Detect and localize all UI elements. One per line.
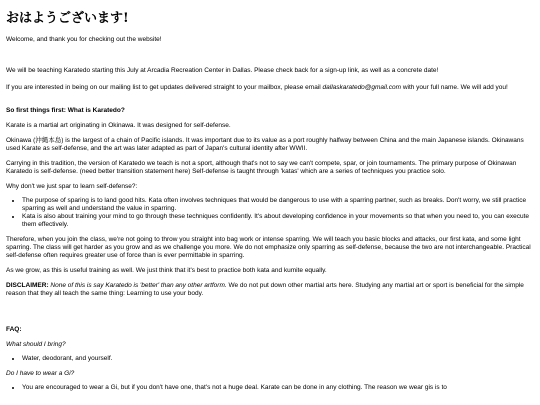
faq-answer-list <box>6 384 534 392</box>
sparring-reasons-list <box>6 197 534 229</box>
disclaimer <box>6 282 534 298</box>
paragraph-okinawa: Okinawa (沖縄本島) is the largest of a chain of Pacific islands. It was important due to its value as a port roughly halfway between China and the main Japanese islands. Okinawans used Karate as self-defense, and the art was later adapted as part of Japan's cultural identity after WWII. <box>6 137 524 152</box>
list-item: • Water, deodorant, and yourself. <box>22 355 534 363</box>
faq-answer-list <box>6 355 534 363</box>
mailing-text-before: If you are interested in being on our mailing list to get updates delivered straight to your mailbox, please email <box>6 84 323 91</box>
faq-question: What should I bring? <box>6 341 66 348</box>
paragraph-tradition: Carrying in this tradition, the version of Karatedo we teach is not a sport, although that's not to say we can't compete, spar, or join tournaments. The primary purpose of Okinawan Karatedo is self-defense. (need better transition statement here) Self-defense is taught through 'katas' which are a series of techniques you practice solo. <box>6 160 517 175</box>
email-link[interactable]: dallaskaratedo@gmail.com <box>322 84 402 91</box>
mailing-list-text <box>6 84 534 92</box>
paragraph-useful-training: As we grow, as this is useful training as well. We just think that it's best to practice both kata and kumite equally. <box>6 267 327 274</box>
mailing-text-after: with your full name. We will add you! <box>401 84 508 91</box>
list-item: • You are encouraged to wear a Gi, but if you don't have one, that's not a huge deal. Karate can be done in any clothing. The reason we wear gis is to <box>22 384 534 392</box>
teaching-announcement: We will be teaching Karatedo starting this July at Arcadia Recreation Center in Dallas. Please check back for a sign-up link, as well as a concrete date! <box>6 67 439 74</box>
list-item: • Kata is also about training your mind to go through these techniques confidently. It's about developing confidence in your movements so that when you need to, you can execute them effectively. <box>22 213 534 229</box>
welcome-text: Welcome, and thank you for checking out the website! <box>6 36 162 43</box>
disclaimer-italic: None of this is say Karatedo is 'better' than any other artform. <box>48 282 227 289</box>
disclaimer-label: DISCLAIMER: <box>6 282 49 289</box>
faq-question: Do I have to wear a Gi? <box>6 370 75 377</box>
disclaimer-rest: We do not put down other martial arts here. Studying any martial art or sport is beneficial for the simple reason that they all teach the same thing: Learning to use your body. <box>6 282 524 297</box>
paragraph-karate-origin: Karate is a martial art originating in Okinawa. It was designed for self-defense. <box>6 122 231 129</box>
paragraph-why-not-spar: Why don't we just spar to learn self-defense?: <box>6 183 138 190</box>
faq-heading: FAQ: <box>6 326 22 333</box>
list-item: • The purpose of sparing is to land good hits. Kata often involves techniques that would be dangerous to use with a sparring partner, such as breaks. Don't worry, we still practice sparring as well and understand the value in sparring. <box>22 197 534 213</box>
section-heading-what-is-karatedo: So first things first: What is Karatedo? <box>6 107 125 114</box>
page-title: おはようございます! <box>6 11 129 26</box>
paragraph-class-approach: Therefore, when you join the class, we're not going to throw you straight into bag work or intense sparring. We will teach you basic blocks and attacks, our first kata, and some light sparring. The class will get harder as you grow and as we challenge you more. We do not emphasize only sparring as self-defense, because the two are not interchangeable. Practical self-defense often requires greater use of force than is ever permittable in sparring. <box>6 236 531 259</box>
